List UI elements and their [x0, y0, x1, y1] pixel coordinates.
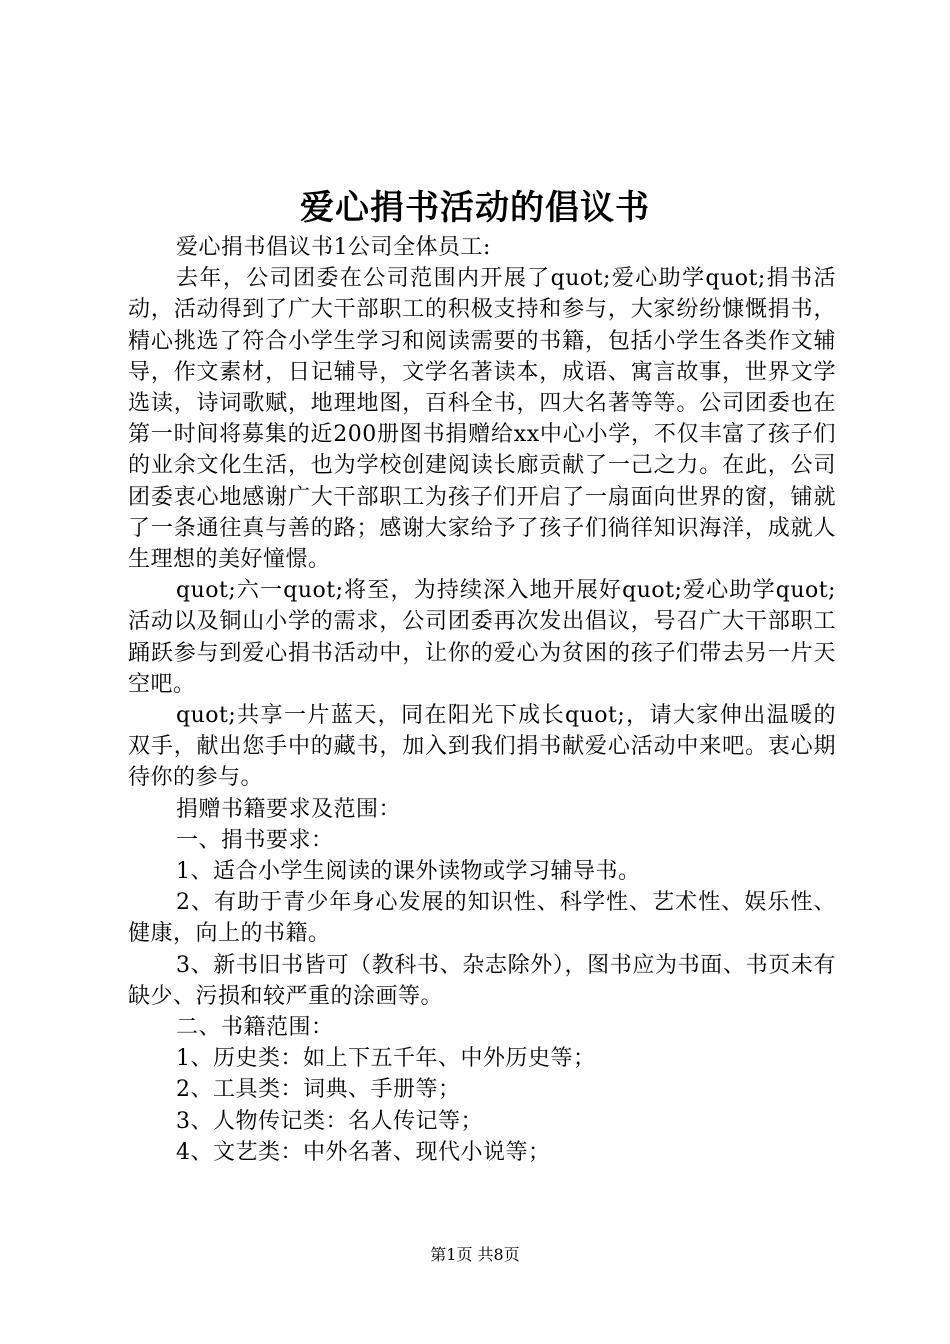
list-item: 2、有助于青少年身心发展的知识性、科学性、艺术性、娱乐性、健康，向上的书籍。: [128, 890, 836, 947]
list-item: 1、历史类：如上下五千年、中外历史等；: [176, 1046, 596, 1072]
list-item: 2、工具类：词典、手册等；: [176, 1077, 461, 1103]
document-title: 爱心捐书活动的倡议书: [300, 188, 650, 228]
subsection-heading: 二、书籍范围：: [176, 1015, 334, 1041]
body-paragraph: quot;共享一片蓝天，同在阳光下成长quot;，请大家伸出温暖的双手，献出您手中的藏书，加入到我们捐书献爱心活动中来吧。衷心期待你的参与。: [128, 703, 836, 791]
list-item: 1、适合小学生阅读的课外读物或学习辅导书。: [176, 859, 641, 885]
list-item: 4、文艺类：中外名著、现代小说等；: [176, 1139, 551, 1165]
section-heading: 捐赠书籍要求及范围：: [176, 796, 402, 822]
page-number-footer: 第1页 共8页: [430, 1245, 520, 1264]
salutation-paragraph: 爱心捐书倡议书1公司全体员工:: [176, 235, 491, 260]
subsection-heading: 一、捐书要求：: [176, 827, 334, 853]
body-paragraph: quot;六一quot;将至，为持续深入地开展好quot;爱心助学quot;活动以及铜山小学的需求，公司团委再次发出倡议，号召广大干部职工踊跃参与到爱心捐书活动中，让你的爱心为贫困的孩子们带去另一片天空吧。: [128, 578, 836, 697]
list-item: 3、新书旧书皆可（教科书、杂志除外），图书应为书面、书页未有缺少、污损和较严重的涂画等。: [128, 952, 836, 1009]
body-paragraph: 去年，公司团委在公司范围内开展了quot;爱心助学quot;捐书活动，活动得到了广大干部职工的积极支持和参与，大家纷纷慷慨捐书，精心挑选了符合小学生学习和阅读需要的书籍，包括小学生各类作文辅导，作文素材，日记辅导，文学名著读本，成语、寓言故事，世界文学选读，诗词歌赋，地理地图，百科全书，四大名著等等。公司团委也在第一时间将募集的近200册图书捐赠给xx中心小学，不仅丰富了孩子们的业余文化生活，也为学校创建阅读长廊贡献了一己之力。在此，公司团委衷心地感谢广大干部职工为孩子们开启了一扇面向世界的窗，铺就了一条通往真与善的路；感谢大家给予了孩子们徜徉知识海洋，成就人生理想的美好憧憬。: [128, 266, 836, 573]
document-body: [128, 232, 836, 1168]
list-item: 3、人物传记类：名人传记等；: [176, 1108, 483, 1134]
